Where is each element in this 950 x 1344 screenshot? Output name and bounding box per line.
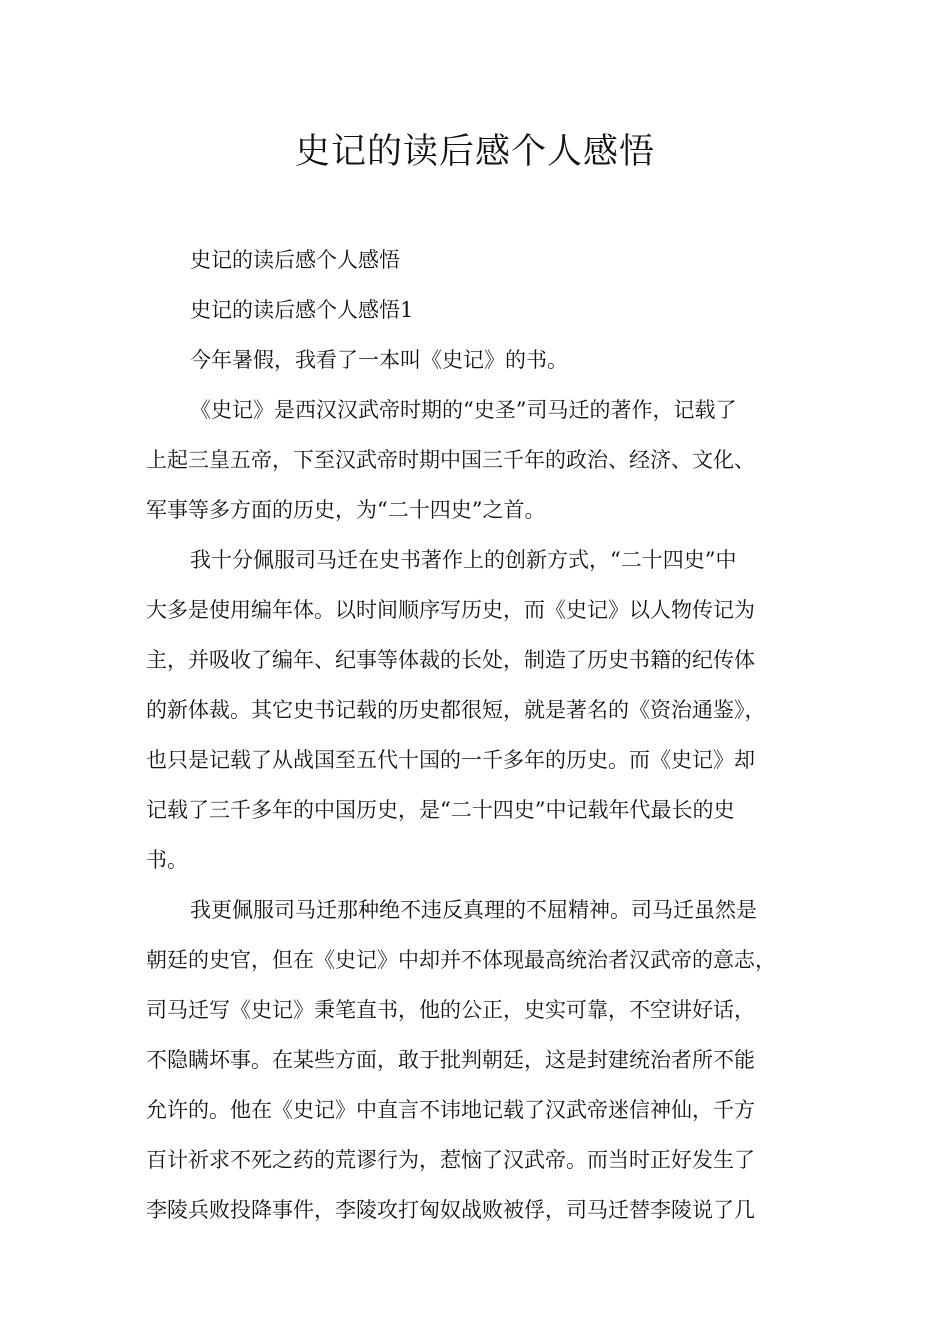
- paragraph-line: 也只是记载了从战国至五代十国的一千多年的历史。而《史记》却: [146, 748, 755, 772]
- paragraph-line: 不隐瞒坏事。在某些方面，敢于批判朝廷，这是封建统治者所不能: [146, 1048, 755, 1072]
- paragraph-line: 记载了三千多年的中国历史，是“二十四史”中记载年代最长的史: [146, 798, 735, 822]
- document-title: 史记的读后感个人感悟: [294, 132, 655, 172]
- paragraph-line: 上起三皇五帝，下至汉武帝时期中国三千年的政治、经济、文化、: [146, 448, 755, 472]
- document-body: [146, 235, 822, 1235]
- paragraph-line: 我十分佩服司马迁在史书著作上的创新方式，“二十四史”中: [190, 548, 737, 572]
- paragraph-line: 我更佩服司马迁那种绝不违反真理的不屈精神。司马迁虽然是: [190, 898, 757, 922]
- paragraph-line: 允许的。他在《史记》中直言不讳地记载了汉武帝迷信神仙，千方: [146, 1098, 755, 1122]
- paragraph-line: 大多是使用编年体。以时间顺序写历史，而《史记》以人物传记为: [146, 598, 755, 622]
- paragraph-line: 主，并吸收了编年、纪事等体裁的长处，制造了历史书籍的纪传体: [146, 648, 755, 672]
- paragraph-line: 书。: [146, 848, 188, 872]
- paragraph-line: 今年暑假，我看了一本叫《史记》的书。: [190, 348, 568, 372]
- paragraph-line: 百计祈求不死之药的荒谬行为，惹恼了汉武帝。而当时正好发生了: [146, 1148, 755, 1172]
- paragraph-line: 司马迁写《史记》秉笔直书，他的公正，史实可靠，不空讲好话，: [146, 998, 755, 1022]
- paragraph-line: 《史记》是西汉汉武帝时期的“史圣”司马迁的著作，记载了: [190, 398, 737, 422]
- paragraph-line: 的新体裁。其它史书记载的历史都很短，就是著名的《资治通鉴》，: [146, 698, 766, 722]
- paragraph-line: 李陵兵败投降事件，李陵攻打匈奴战败被俘，司马迁替李陵说了几: [146, 1198, 755, 1222]
- subtitle-line: 史记的读后感个人感悟: [190, 248, 400, 272]
- paragraph-line: 朝廷的史官，但在《史记》中却并不体现最高统治者汉武帝的意志，: [146, 948, 776, 972]
- section-heading: 史记的读后感个人感悟1: [190, 298, 414, 322]
- paragraph-line: 军事等多方面的历史，为“二十四史”之首。: [146, 498, 546, 522]
